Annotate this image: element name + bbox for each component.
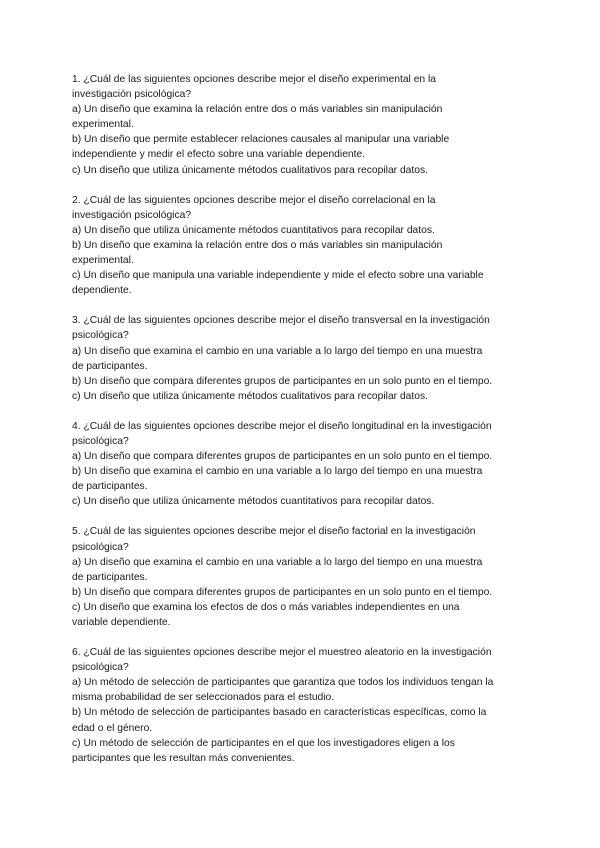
question-5-line-5: b) Un diseño que compara diferentes grupos de participantes en un solo punto en el tiempo. [72,586,493,598]
question-2-line-1: 2. ¿Cuál de las siguientes opciones describe mejor el diseño correlacional en la [72,194,436,206]
question-4-line-1: 4. ¿Cuál de las siguientes opciones describe mejor el diseño longitudinal en la investigación [72,420,492,432]
question-2-line-5: experimental. [72,255,134,267]
question-5-line-2: psicológica? [72,541,129,553]
question-1-line-1: 1. ¿Cuál de las siguientes opciones describe mejor el diseño experimental en la [72,74,437,85]
question-1-line-5: b) Un diseño que permite establecer relaciones causales al manipular una variable [72,134,450,146]
question-2-line-6: c) Un diseño que manipula una variable independiente y mide el efecto sobre una variable [72,270,484,282]
question-5-line-6: c) Un diseño que examina los efectos de dos o más variables independientes en una [72,601,460,613]
question-3-line-1: 3. ¿Cuál de las siguientes opciones describe mejor el diseño transversal en la investigación [72,315,490,327]
question-5-line-7: variable dependiente. [72,617,171,628]
question-6-line-8: participantes que les resultan más convenientes. [72,752,295,764]
question-4-line-4: b) Un diseño que examina el cambio en una variable a lo largo del tiempo en una muestra [72,466,483,478]
question-1-line-2: investigación psicológica? [72,89,192,101]
question-3 [72,313,542,404]
question-6-line-6: edad o el género. [72,722,153,734]
question-2-line-7: dependiente. [72,285,132,297]
question-5-line-4: de participantes. [72,571,148,583]
question-3-line-2: psicológica? [72,330,129,342]
question-3-line-4: de participantes. [72,360,148,372]
question-2-line-2: investigación psicológica? [72,209,192,221]
question-6-line-3: a) Un método de selección de participantes que garantiza que todos los individuos tengan la [72,677,494,689]
question-2-line-3: a) Un diseño que utiliza únicamente métodos cuantitativos para recopilar datos. [72,224,435,236]
question-6-line-7: c) Un método de selección de participantes en el que los investigadores eligen a los [72,737,455,749]
question-5-line-3: a) Un diseño que examina el cambio en una variable a lo largo del tiempo en una muestra [72,556,483,568]
question-2-line-4: b) Un diseño que examina la relación entre dos o más variables sin manipulación [72,239,443,251]
question-5-line-1: 5. ¿Cuál de las siguientes opciones describe mejor el diseño factorial en la investigación [72,526,476,538]
question-4-line-3: a) Un diseño que compara diferentes grupos de participantes en un solo punto en el tiempo. [72,451,493,463]
question-1-line-6: independiente y medir el efecto sobre una variable dependiente. [72,149,366,161]
question-1-line-7: c) Un diseño que utiliza únicamente métodos cualitativos para recopilar datos. [72,164,429,176]
question-2 [72,193,542,299]
document-page [72,72,542,781]
question-6-line-2: psicológica? [72,662,129,674]
question-4-line-5: de participantes. [72,481,148,493]
question-4-line-6: c) Un diseño que utiliza únicamente métodos cuantitativos para recopilar datos. [72,496,435,508]
question-1-line-3: a) Un diseño que examina la relación entre dos o más variables sin manipulación [72,104,443,116]
question-5 [72,524,542,630]
question-6-line-1: 6. ¿Cuál de las siguientes opciones describe mejor el muestreo aleatorio en la investigación [72,647,492,659]
question-3-line-5: b) Un diseño que compara diferentes grupos de participantes en un solo punto en el tiempo. [72,375,493,387]
question-6-line-5: b) Un método de selección de participantes basado en características específicas, como la [72,707,487,719]
question-6 [72,645,542,766]
question-1-line-4: experimental. [72,119,134,131]
question-6-line-4: misma probabilidad de ser seleccionados para el estudio. [72,692,335,704]
question-1 [72,72,542,178]
question-3-line-3: a) Un diseño que examina el cambio en una variable a lo largo del tiempo en una muestra [72,345,483,357]
question-3-line-6: c) Un diseño que utiliza únicamente métodos cualitativos para recopilar datos. [72,390,429,402]
question-4-line-2: psicológica? [72,435,129,447]
question-4 [72,419,542,510]
